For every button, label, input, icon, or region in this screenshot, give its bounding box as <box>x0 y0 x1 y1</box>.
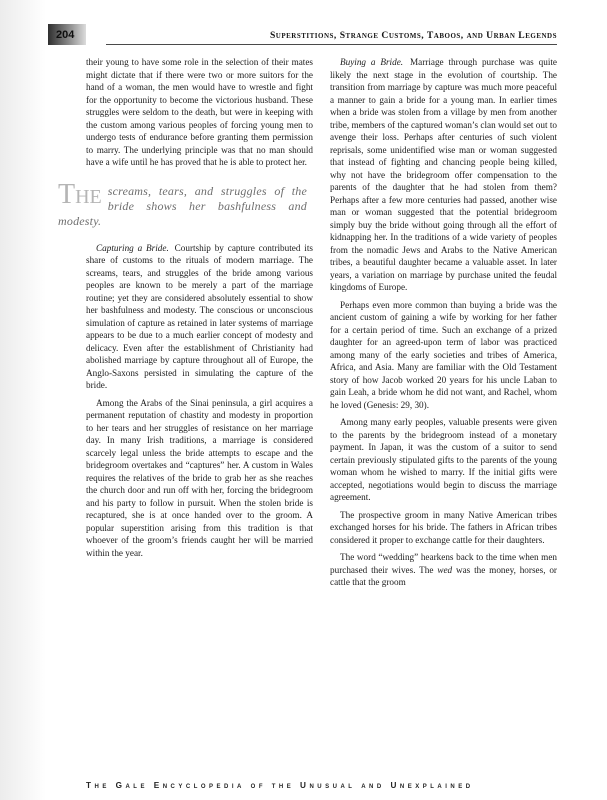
page-number-bar <box>48 24 86 45</box>
right-column <box>330 56 557 594</box>
page-number: 204 <box>56 29 75 41</box>
text-columns <box>58 56 557 594</box>
emphasized-word: wed <box>437 564 453 575</box>
paragraph: The prospective groom in many Native American tribes exchanged horses for his bride. The fathers in African tribes considered it proper to exchange cattle for their daughters. <box>330 509 557 545</box>
paragraph: Among many early peoples, valuable presents were given to the parents by the bridegroom instead of a monetary payment. In Japan, it was the custom of a suitor to send certain previously stipulated gifts to the parents of the young woman whom he wished to marry. If the initial gifts were accepted, negotiations would begin to discuss the marriage agreement. <box>330 417 557 502</box>
paragraph: their young to have some role in the selection of their mates might dictate that if there were two or more suitors for the hand of a woman, the men would have to wrestle and fight for the opportunity to become the victorious husband. These struggles were seldom to the death, but were in keeping with the custom among various peoples of forcing young men to undergo tests of endurance before granting them permission to marry. The underlying principle was that no man should have a wife until he has proved that he is able to protect her. <box>86 57 313 167</box>
paragraph <box>330 56 557 294</box>
paragraph <box>330 551 557 589</box>
page-header <box>56 24 557 45</box>
paragraph-lead: Buying a Bride. <box>340 57 404 67</box>
paragraph-text: The word “wedding” hearkens back to the time when men purchased their wives. The <box>330 552 557 575</box>
paragraph: Perhaps even more common than buying a bride was the ancient custom of gaining a wife by working for her father for a certain period of time. Such an exchange of a prized daughter for an agreed-upon term of labor was practiced among many of the early societies and tribes of America, Africa, and Asia. Many are familiar with the Old Testament story of how Jacob worked 20 years for his uncle Laban to gain Leah, a bride whom he did not want, and Rachel, whom he loved (Genesis: 29, 30). <box>330 299 557 410</box>
paragraph-lead: Capturing a Bride. <box>96 242 169 253</box>
paragraph-text: was the money, horses, or cattle that the groom <box>330 564 557 587</box>
pull-quote <box>58 178 307 229</box>
running-header: Superstitions, Strange Customs, Taboos, and Urban Legends <box>106 30 557 45</box>
pull-quote-lead: The <box>58 178 102 210</box>
pull-quote-text: screams, tears, and struggles of the bride shows her bashfulness and modesty. <box>58 183 307 228</box>
paragraph-text: Marriage through purchase was quite likely the next stage in the evolution of courtship. The transition from marriage by capture was much more peaceful a manner to gain a bride for a young man. In earlier times when a bride was stolen from a village by men from another tribe, members of the captured woman’s clan would set out to avenge their loss. Perhaps after centuries of such violent reprisals, some unidentified wise man or woman suggested that instead of fighting and chancing people being killed, why not have the bridegroom offer compensation to the parents of the daughter that he had stolen from them? Perhaps after a few more centuries had passed, another wise man or woman suggested that the potential bridegroom simply buy the bride without going through all the effort of kidnapping her. In the traditions of a wide variety of peoples from the nomadic Jews and Arabs to the Native American tribes, a beautiful daughter became a valuable asset. In later years, a variation on marriage by purchase united the feudal kingdoms of Europe. <box>330 57 557 292</box>
paragraph: Among the Arabs of the Sinai peninsula, a girl acquires a permanent reputation of chastity and modesty in proportion to her tears and her struggles of resistance on her marriage day. In many Irish traditions, a marriage is considered scarcely legal unless the bride attempts to escape and the bridegroom overtakes and “captures” her. A custom in Wales requires the relatives of the bride to grab her as she reaches the church door and run off with her, forcing the bridegroom and his party to follow in pursuit. When the stolen bride is recaptured, she is at once handed over to the groom. A popular superstition arising from this tradition is that whoever of the groom’s friends caught her will be married within the year. <box>86 397 313 558</box>
paragraph <box>86 242 313 392</box>
left-column <box>58 56 313 594</box>
paragraph-text: Courtship by capture contributed its share of customs to the rituals of modern marriage. The screams, tears, and struggles of the bride among various peoples are known to be merely a part of the marriage routine; yet they are considered absolutely essential to show her bashfulness and modesty. The conscious or unconscious simulation of capture as retained in later systems of marriage appears to be due to a much earlier concept of modesty and delicacy. Even after the establishment of Christianity had abolished marriage by capture throughout all of Europe, the Anglo-Saxons persisted in simulating the capture of the bride. <box>86 242 313 390</box>
page-footer: The Gale Encyclopedia of the Unusual and Unexplained <box>86 781 474 790</box>
